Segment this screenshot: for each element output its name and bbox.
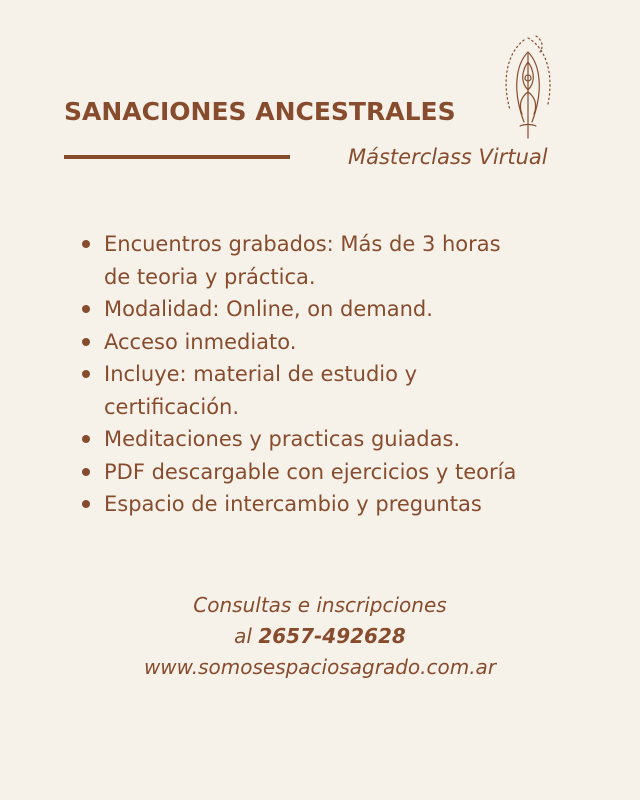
feature-list — [76, 228, 596, 521]
title-underline — [64, 155, 290, 159]
list-item: Meditaciones y practicas guiadas. — [76, 423, 596, 456]
feather-icon — [498, 34, 558, 142]
bullet-icon — [82, 468, 90, 476]
bullet-icon — [82, 305, 90, 313]
contact-info — [0, 590, 640, 683]
bullet-icon — [82, 240, 90, 248]
list-item: Acceso inmediato. — [76, 326, 596, 359]
contact-heading: Consultas e inscripciones — [193, 593, 447, 617]
list-item: Encuentros grabados: Más de 3 horas de teoria y práctica. — [76, 228, 596, 293]
contact-phone-line — [0, 621, 640, 652]
phone-number: 2657-492628 — [258, 624, 406, 648]
bullet-icon — [82, 338, 90, 346]
page-title: SANACIONES ANCESTRALES — [64, 97, 456, 126]
bullet-icon — [82, 500, 90, 508]
phone-prefix: al — [234, 624, 252, 648]
list-item: Incluye: material de estudio y certificación. — [76, 358, 596, 423]
list-item: Modalidad: Online, on demand. — [76, 293, 596, 326]
bullet-icon — [82, 435, 90, 443]
page-subtitle: Másterclass Virtual — [348, 145, 548, 169]
list-item: PDF descargable con ejercicios y teoría — [76, 456, 596, 489]
website-link[interactable]: www.somosespaciosagrado.com.ar — [143, 655, 497, 679]
list-item: Espacio de intercambio y preguntas — [76, 488, 596, 521]
bullet-icon — [82, 370, 90, 378]
